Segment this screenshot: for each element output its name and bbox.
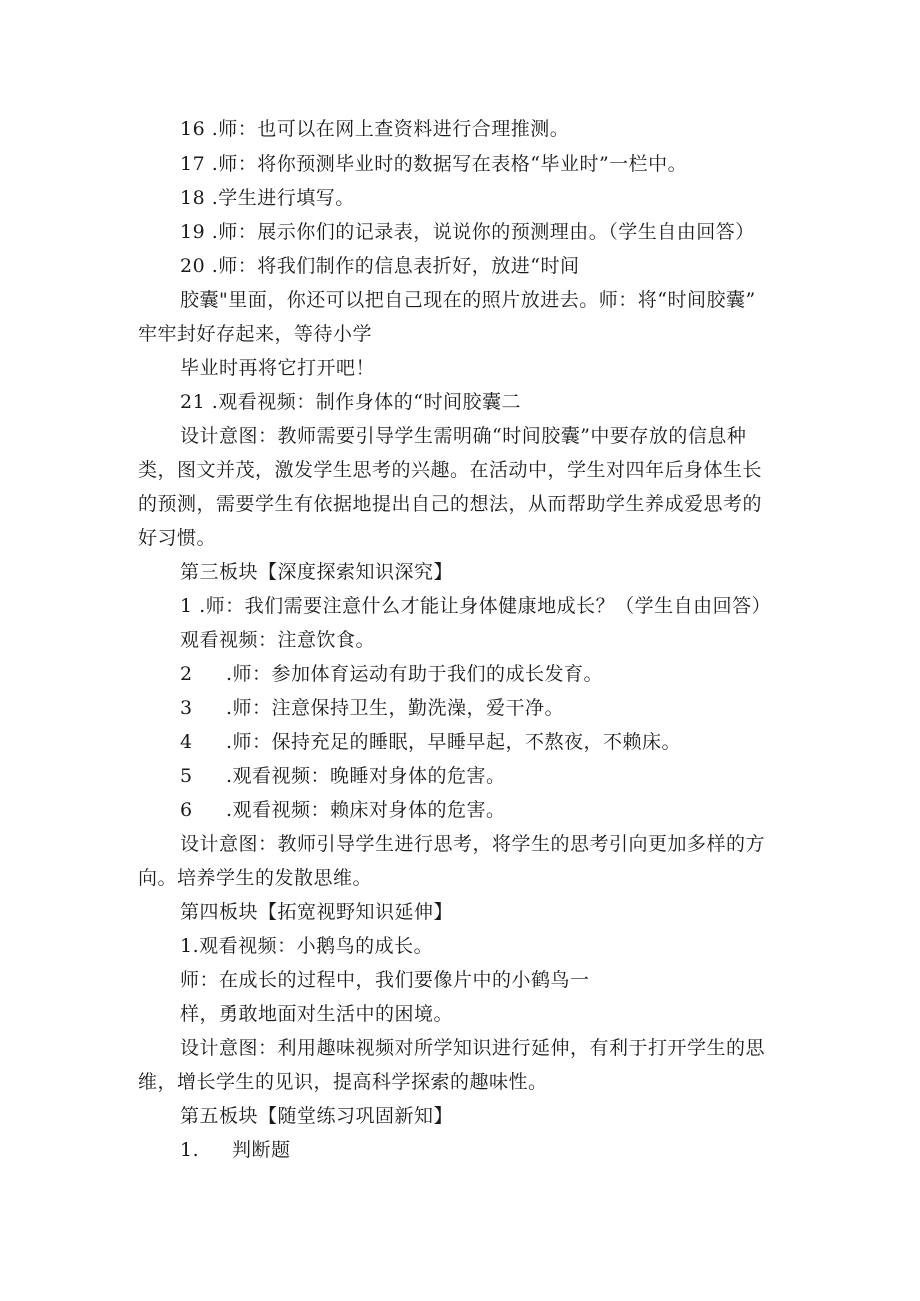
line-20-cont-1: 胶囊"里面，你还可以把自己现在的照片放进去。师：将“时间胶囊”	[180, 289, 756, 311]
section-3-item-5-text: .观看视频：晚睡对身体的危害。	[226, 765, 506, 787]
design-intent-1-line-2: 类，图文并茂，激发学生思考的兴趣。在活动中，学生对四年后身体生长	[138, 459, 763, 481]
line-18: 18 .学生进行填写。	[180, 187, 355, 209]
line-19: 19 .师：展示你们的记录表，说说你的预测理由。（学生自由回答）	[180, 221, 755, 243]
design-intent-3-line-1: 设计意图：利用趣味视频对所学知识进行延伸，有利于打开学生的思	[180, 1037, 766, 1059]
section-3-item-2-number: 2	[180, 663, 193, 685]
section-3-item-1-video: 观看视频：注意饮食。	[180, 629, 376, 651]
section-3-item-1: 1 .师：我们需要注意什么才能让身体健康地成长？（学生自由回答）	[180, 595, 772, 617]
section-4-item-1: 1.观看视频：小鹅鸟的成长。	[180, 935, 434, 957]
section-4-teacher-line-2: 样，勇敢地面对生活中的困境。	[180, 1003, 454, 1025]
section-3-heading: 第三板块【深度探索知识深究】	[180, 561, 454, 583]
line-17: 17 .师：将你预测毕业时的数据写在表格“毕业时”一栏中。	[180, 153, 688, 175]
section-3-item-6-number: 6	[180, 799, 193, 821]
section-3-item-5-number: 5	[180, 765, 193, 787]
section-3-item-2-text: .师：参加体育运动有助于我们的成长发育。	[226, 663, 604, 685]
section-3-item-6-text: .观看视频：赖床对身体的危害。	[226, 799, 506, 821]
line-20-cont-3: 毕业时再将它打开吧！	[180, 357, 376, 379]
section-4-heading: 第四板块【拓宽视野知识延伸】	[180, 901, 454, 923]
design-intent-1-line-1: 设计意图：教师需要引导学生需明确“时间胶囊”中要存放的信息种	[180, 425, 747, 447]
section-4-teacher-line-1: 师：在成长的过程中，我们要像片中的小鹤鸟一	[180, 969, 590, 991]
design-intent-2-line-1: 设计意图：教师引导学生进行思考，将学生的思考引向更加多样的方	[180, 833, 766, 855]
line-16: 16 .师：也可以在网上查资料进行合理推测。	[180, 118, 570, 140]
section-3-item-4-number: 4	[180, 731, 193, 753]
section-3-item-3-text: .师：注意保持卫生，勤洗澡，爱干净。	[226, 697, 565, 719]
design-intent-1-line-4: 好习惯。	[138, 527, 217, 549]
section-5-item-1-text: 判断题	[232, 1139, 291, 1161]
section-5-item-1-number: 1.	[180, 1139, 200, 1161]
section-3-item-3-number: 3	[180, 697, 193, 719]
line-21: 21 .观看视频：制作身体的“时间胶囊二	[180, 391, 521, 413]
section-3-item-4-text: .师：保持充足的睡眠，早睡早起，不熬夜，不赖床。	[226, 731, 682, 753]
section-5-heading: 第五板块【随堂练习巩固新知】	[180, 1105, 454, 1127]
line-20-cont-2: 牢牢封好存起来，等待小学	[138, 323, 373, 345]
design-intent-2-line-2: 向。培养学生的发散思维。	[138, 867, 373, 889]
line-20: 20 .师：将我们制作的信息表折好，放进“时间	[180, 255, 580, 277]
design-intent-3-line-2: 维，增长学生的见识，提高科学探索的趣味性。	[138, 1071, 548, 1093]
design-intent-1-line-3: 的预测，需要学生有依据地提出自己的想法，从而帮助学生养成爱思考的	[138, 493, 763, 515]
